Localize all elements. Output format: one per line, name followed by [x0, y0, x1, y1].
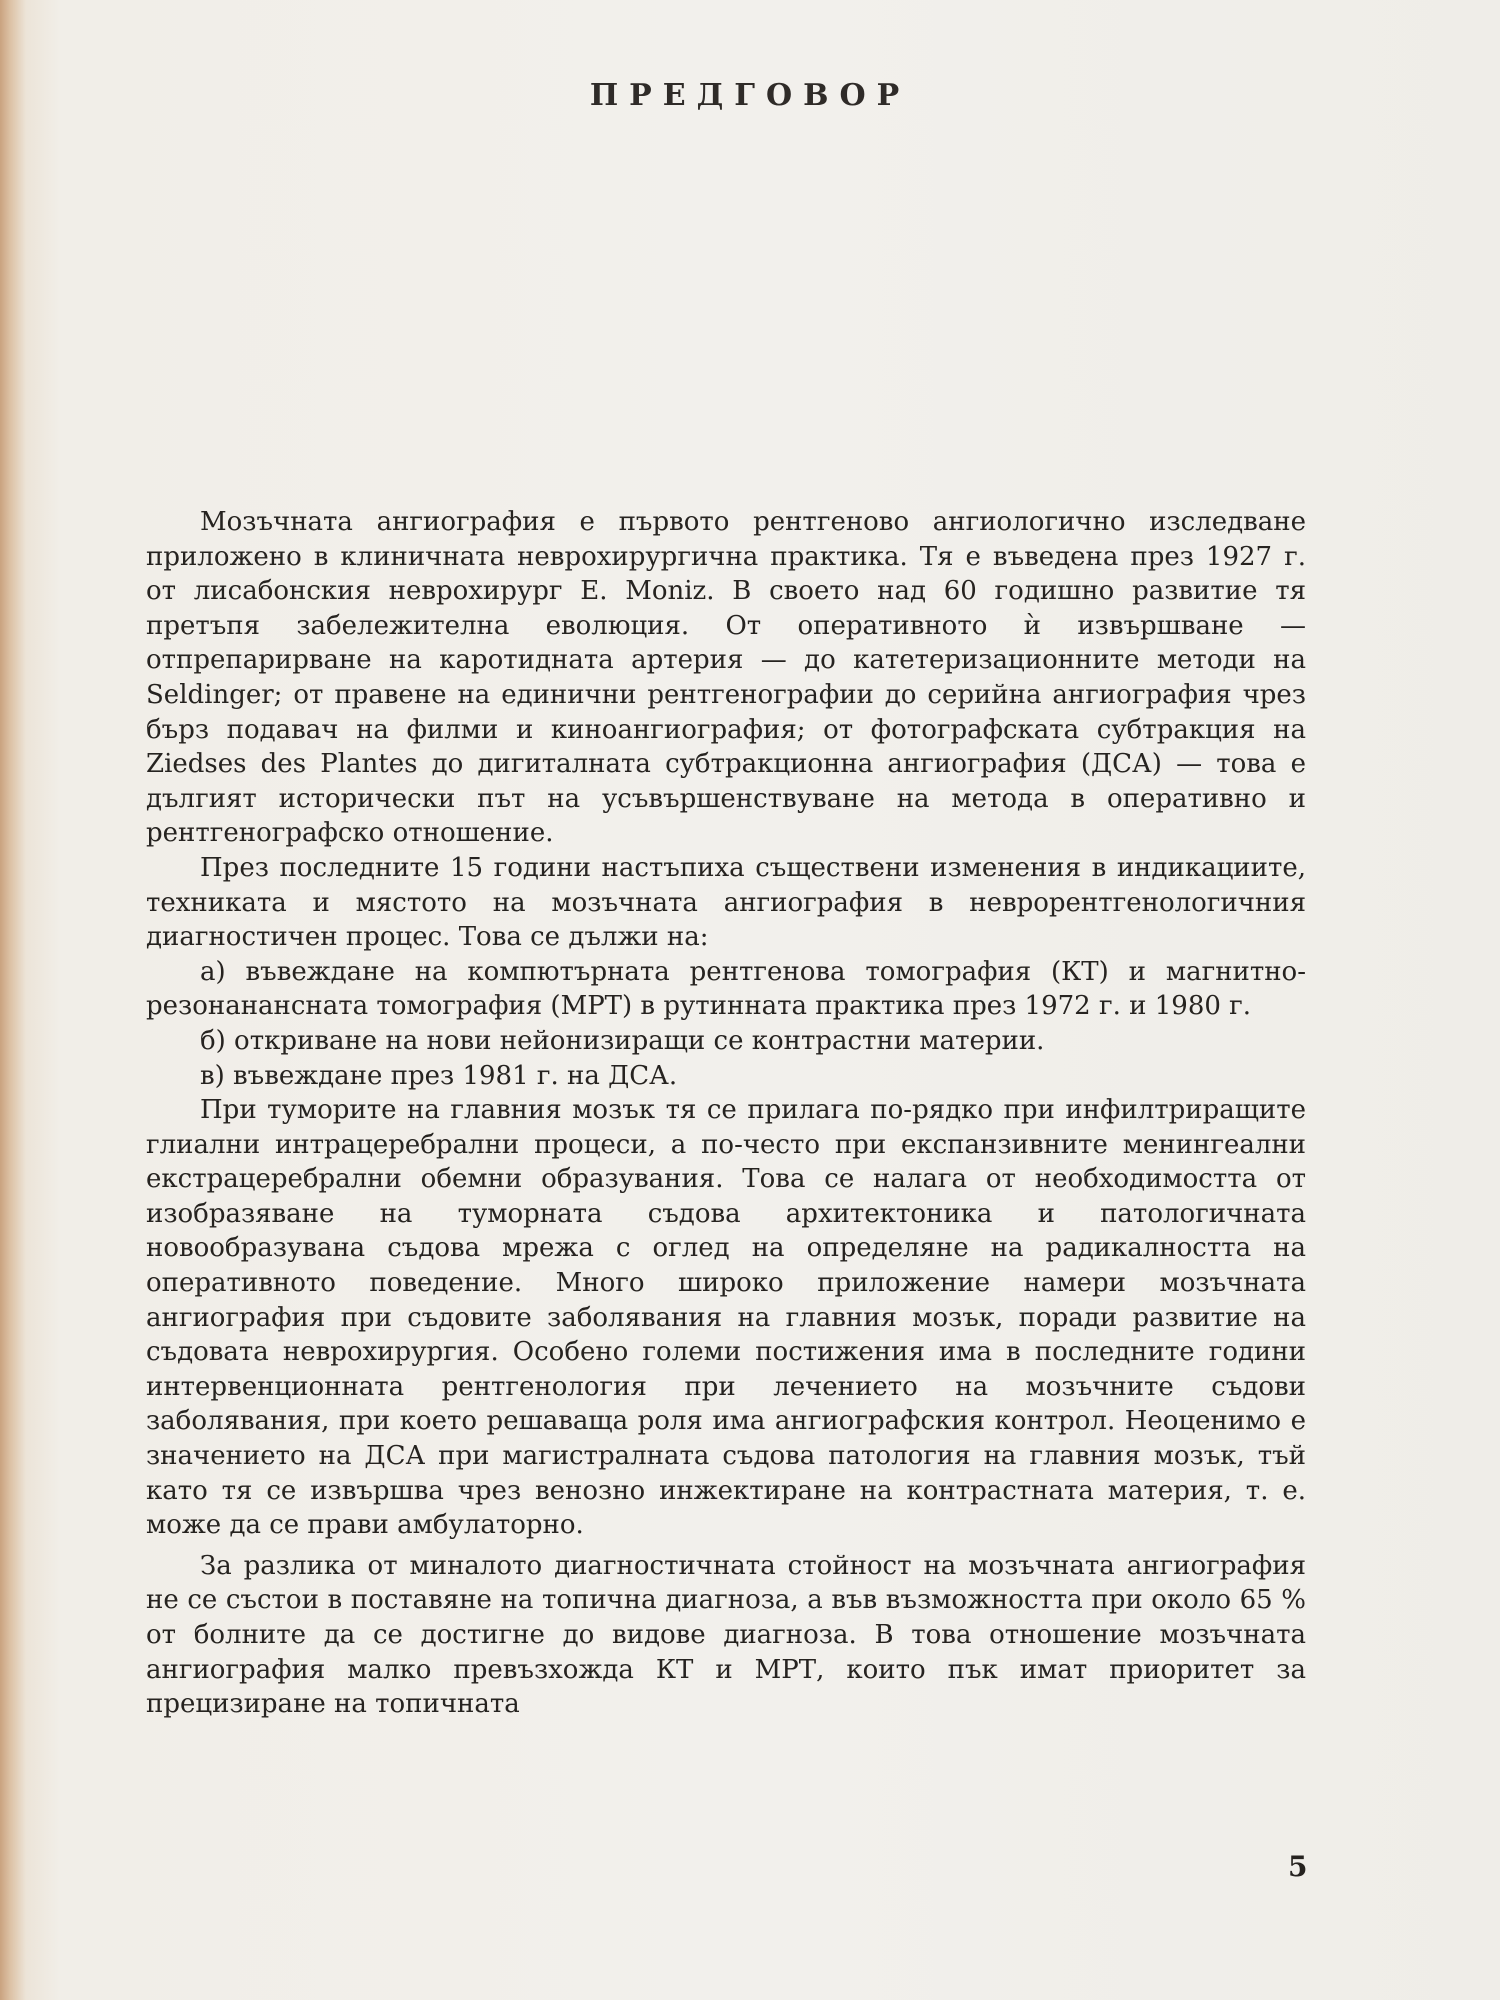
list-item-b: б) откриване на нови нейонизиращи се контрастни материи. — [200, 1025, 1045, 1056]
paragraph-recent-changes: През последните 15 години настъпиха съществени изменения в индикациите, техниката и мястото на мозъчната ангиография в неврорентгенологичния диагностичен процес. Това се дължи на: — [146, 852, 1306, 953]
page-title: ПРЕДГОВОР — [589, 78, 911, 113]
paragraph-diagnostic-value: За разлика от миналото диагностичната стойност на мозъчната ангиография не се състои в поставяне на топична диагноза, а във възможността при около 65 % от болните да се достигне до видове диагноза. В това отношение мозъчната ангиография малко превъзхожда КТ и МРТ, които пък имат приоритет за прецизиране на топичната — [146, 1550, 1306, 1720]
page-number: 5 — [1288, 1850, 1308, 1883]
list-item-v: в) въвеждане през 1981 г. на ДСА. — [200, 1060, 678, 1091]
list-item-a: а) въвеждане на компютърната рентгенова томография (КТ) и магнитно-резонанансната томография (МРТ) в рутинната практика през 1972 г. и 1980 г. — [146, 956, 1306, 1022]
paragraph-tumors: При туморите на главния мозък тя се прилага по-рядко при инфилтриращите глиални интрацеребрални процеси, а по-често при експанзивните менингеални екстрацеребрални обемни образувания. Това се налага от необходимостта от изобразяване на туморната съдова архитектоника и патологичната новообразувана съдова мрежа с оглед на определяне на радикалността на оперативното поведение. Много широко приложение намери мозъчната ангиография при съдовите заболявания на главния мозък, поради развитие на съдовата неврохирургия. Особено големи постижения има в последните години интервенционната рентгенология при лечението на мозъчните съдови заболявания, при което решаваща роля има ангиографския контрол. Неоценимо е значението на ДСА при магистралната съдова патология на главния мозък, тъй като тя се извършва чрез венозно инжектиране на контрастната материя, т. е. може да се прави амбулаторно. — [146, 1095, 1306, 1541]
body-text — [146, 505, 1306, 1722]
paragraph-history: Мозъчната ангиография е първото рентгеново ангиологично изследване приложено в клиничната неврохирургична практика. Тя е въведена през 1927 г. от лисабонския неврохирург E. Moniz. В своето над 60 годишно развитие тя претъпя забележителна еволюция. От оперативното ѝ извършване — отпрепарирване на каротидната артерия — до катетеризационните методи на Seldinger; от правене на единични рентгенографии до серийна ангиография чрез бърз подавач на филми и киноангиография; от фотографската субтракция на Ziedses des Plantes до дигиталната субтракционна ангиография (ДСА) — това е дългият исторически път на усъвършенствуване на метода в оперативно и рентгенографско отношение. — [146, 507, 1306, 849]
